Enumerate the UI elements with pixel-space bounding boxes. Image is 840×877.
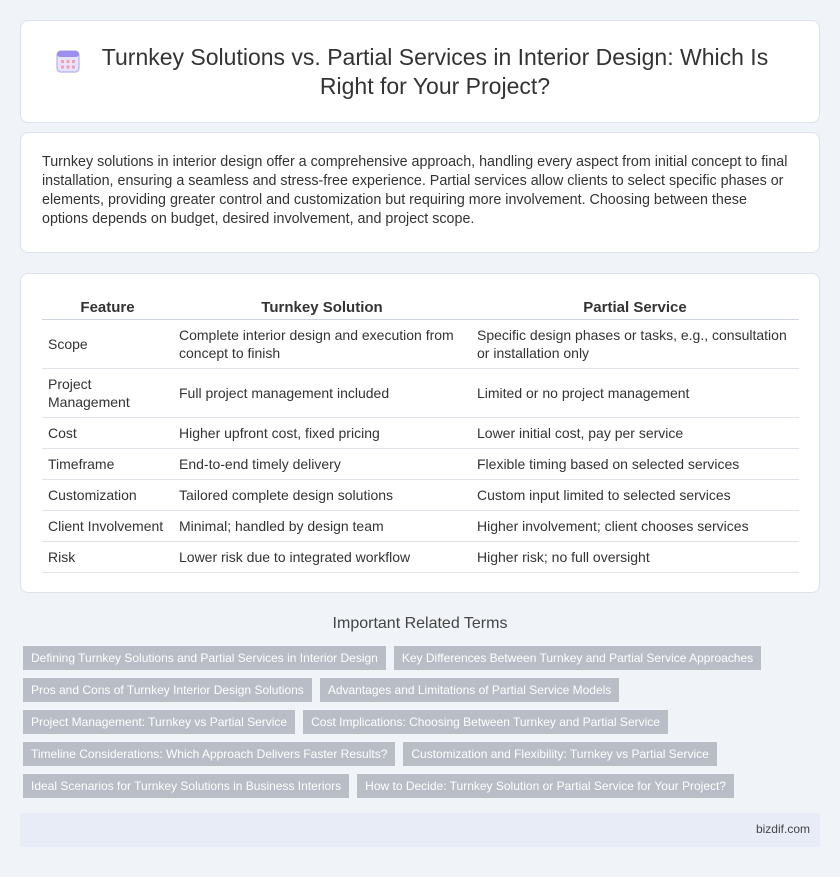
table-header-row [42, 295, 799, 319]
table-cell: Custom input limited to selected services [471, 479, 799, 510]
table-row [42, 510, 799, 541]
table-row [42, 417, 799, 448]
table-cell: Minimal; handled by design team [173, 510, 471, 541]
related-term-tag[interactable]: Key Differences Between Turnkey and Partial Service Approaches [394, 646, 761, 670]
table-cell: Customization [42, 479, 173, 510]
related-term-tag[interactable]: Pros and Cons of Turnkey Interior Design Solutions [23, 678, 312, 702]
related-terms-list [23, 646, 803, 806]
table-cell: Full project management included [173, 368, 471, 417]
table-cell: Specific design phases or tasks, e.g., consultation or installation only [471, 319, 799, 368]
related-term-tag[interactable]: How to Decide: Turnkey Solution or Partial Service for Your Project? [357, 774, 734, 798]
table-cell: Limited or no project management [471, 368, 799, 417]
table-cell: Lower risk due to integrated workflow [173, 541, 471, 572]
table-row [42, 368, 799, 417]
table-cell: Timeframe [42, 448, 173, 479]
table-cell: Higher upfront cost, fixed pricing [173, 417, 471, 448]
page-title: Turnkey Solutions vs. Partial Services in Interior Design: Which Is Right for Your Project? [101, 44, 769, 99]
table-row [42, 319, 799, 368]
table-cell: Tailored complete design solutions [173, 479, 471, 510]
table-cell: End-to-end timely delivery [173, 448, 471, 479]
table-cell: Lower initial cost, pay per service [471, 417, 799, 448]
table-cell: Client Involvement [42, 510, 173, 541]
table-cell: Flexible timing based on selected services [471, 448, 799, 479]
comparison-table [42, 295, 799, 573]
table-cell: Risk [42, 541, 173, 572]
table-cell: Project Management [42, 368, 173, 417]
related-term-tag[interactable]: Cost Implications: Choosing Between Turnkey and Partial Service [303, 710, 668, 734]
header-feature: Feature [42, 295, 173, 319]
intro-text: Turnkey solutions in interior design offer a comprehensive approach, handling every aspect from initial concept to final installation, ensuring a seamless and stress-free experience. Partial services allow clients to select specific phases or elements, providing greater control and customization but requiring more involvement. Choosing between these options depends on budget, desired involvement, and project scope. [42, 154, 788, 227]
related-term-tag[interactable]: Advantages and Limitations of Partial Service Models [320, 678, 619, 702]
comparison-card [20, 273, 820, 593]
header-partial: Partial Service [471, 295, 799, 319]
header-turnkey: Turnkey Solution [173, 295, 471, 319]
related-term-tag[interactable]: Project Management: Turnkey vs Partial Service [23, 710, 295, 734]
table-row [42, 448, 799, 479]
related-term-tag[interactable]: Ideal Scenarios for Turnkey Solutions in Business Interiors [23, 774, 349, 798]
footer-brand[interactable]: bizdif.com [755, 822, 810, 836]
table-cell: Higher risk; no full oversight [471, 541, 799, 572]
table-cell: Complete interior design and execution from concept to finish [173, 319, 471, 368]
table-cell: Higher involvement; client chooses services [471, 510, 799, 541]
related-term-tag[interactable]: Timeline Considerations: Which Approach Delivers Faster Results? [23, 742, 395, 766]
table-row [42, 479, 799, 510]
table-row [42, 541, 799, 572]
related-term-tag[interactable]: Customization and Flexibility: Turnkey vs Partial Service [403, 742, 716, 766]
table-cell: Scope [42, 319, 173, 368]
related-terms-title: Important Related Terms [332, 615, 508, 632]
related-term-tag[interactable]: Defining Turnkey Solutions and Partial Services in Interior Design [23, 646, 386, 670]
footer [20, 813, 820, 847]
table-cell: Cost [42, 417, 173, 448]
title-card [20, 20, 820, 123]
intro-card [20, 132, 820, 253]
